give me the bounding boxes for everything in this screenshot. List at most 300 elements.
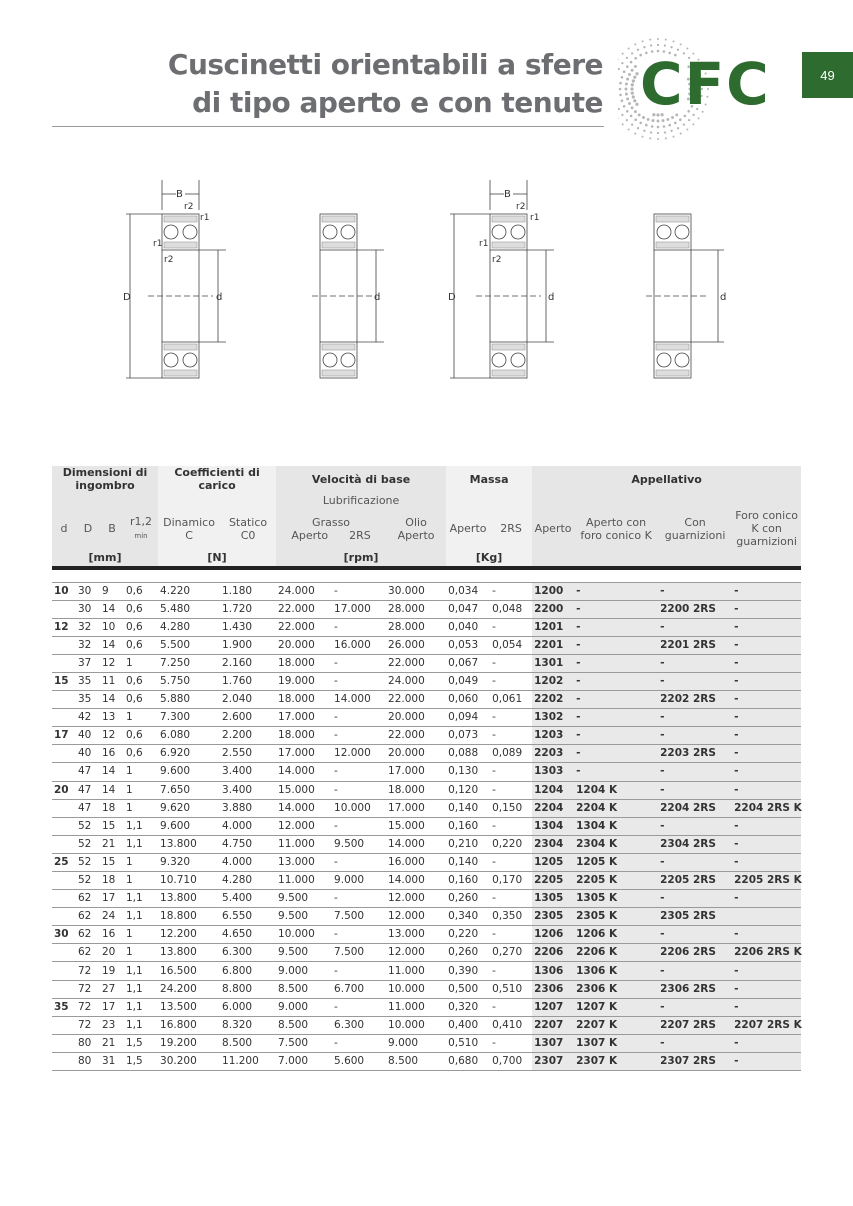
- cell-vo: 12.000: [386, 908, 446, 926]
- title-line-1: Cuscinetti orientabili a sfere: [167, 48, 603, 81]
- cell-vo: 30.000: [386, 582, 446, 600]
- cell-a: 1303: [532, 763, 574, 781]
- cell-B: 21: [100, 835, 124, 853]
- cell-a: 2305: [532, 908, 574, 926]
- col-olio-label: Olio: [405, 515, 427, 529]
- cell-D: 72: [76, 1016, 100, 1034]
- dim-d-label: d: [720, 292, 727, 303]
- cell-C: 13.800: [158, 835, 220, 853]
- cell-C0: 6.800: [220, 962, 276, 980]
- cell-k: 2304 K: [574, 835, 658, 853]
- col-statico: [220, 509, 276, 548]
- table-row: [52, 926, 801, 944]
- cell-vo: 17.000: [386, 763, 446, 781]
- cell-C0: 5.400: [220, 890, 276, 908]
- cell-B: 14: [100, 763, 124, 781]
- cell-r: 1: [124, 781, 158, 799]
- cell-C0: 3.400: [220, 763, 276, 781]
- cell-rs: 2206 2RS: [658, 944, 732, 962]
- cell-a: 2307: [532, 1052, 574, 1070]
- cell-vrs: 14.000: [332, 691, 386, 709]
- cell-krs: -: [732, 1034, 801, 1052]
- cell-D: 62: [76, 890, 100, 908]
- cell-r: 0,6: [124, 600, 158, 618]
- unit-rpm: [rpm]: [276, 548, 446, 568]
- table-row: [52, 908, 801, 926]
- cell-B: 14: [100, 781, 124, 799]
- cell-D: 52: [76, 835, 100, 853]
- cell-d: [52, 835, 76, 853]
- cell-a: 2200: [532, 600, 574, 618]
- cell-rs: -: [658, 853, 732, 871]
- cell-vg: 7.500: [276, 1034, 332, 1052]
- cell-ma: 0,260: [446, 890, 490, 908]
- cell-d: 12: [52, 618, 76, 636]
- cell-k: 1307 K: [574, 1034, 658, 1052]
- cell-a: 2204: [532, 799, 574, 817]
- cell-C: 10.710: [158, 872, 220, 890]
- table-row: [52, 691, 801, 709]
- cell-krs: 2206 2RS K: [732, 944, 801, 962]
- cell-vo: 22.000: [386, 654, 446, 672]
- cell-vg: 9.000: [276, 998, 332, 1016]
- cell-B: 31: [100, 1052, 124, 1070]
- cell-k: -: [574, 763, 658, 781]
- cell-d: 15: [52, 672, 76, 690]
- cell-vg: 9.500: [276, 908, 332, 926]
- cell-a: 1305: [532, 890, 574, 908]
- cell-C0: 2.200: [220, 727, 276, 745]
- cell-vg: 9.500: [276, 890, 332, 908]
- cell-C0: 4.280: [220, 872, 276, 890]
- cell-rs: -: [658, 1034, 732, 1052]
- cell-vo: 16.000: [386, 853, 446, 871]
- cell-vrs: 12.000: [332, 745, 386, 763]
- cell-ma: 0,320: [446, 998, 490, 1016]
- cell-B: 14: [100, 691, 124, 709]
- cell-D: 52: [76, 872, 100, 890]
- cell-vrs: -: [332, 709, 386, 727]
- cell-ma: 0,390: [446, 962, 490, 980]
- cell-B: 15: [100, 853, 124, 871]
- table-row: [52, 853, 801, 871]
- cell-C0: 3.400: [220, 781, 276, 799]
- cell-mrs: 0,270: [490, 944, 532, 962]
- cell-vg: 22.000: [276, 618, 332, 636]
- cell-C: 5.750: [158, 672, 220, 690]
- col-olio-aperto: Aperto: [397, 528, 435, 542]
- cell-a: 1307: [532, 1034, 574, 1052]
- cell-k: 2305 K: [574, 908, 658, 926]
- dim-r2-label-2: r2: [164, 255, 174, 265]
- table-body: [52, 568, 801, 1071]
- cell-rs: 2204 2RS: [658, 799, 732, 817]
- col-r-min: min: [134, 531, 148, 540]
- cell-vg: 12.000: [276, 817, 332, 835]
- cell-C: 9.600: [158, 817, 220, 835]
- cell-krs: -: [732, 745, 801, 763]
- cell-krs: -: [732, 618, 801, 636]
- cell-d: [52, 980, 76, 998]
- cell-k: -: [574, 582, 658, 600]
- cell-r: 1: [124, 944, 158, 962]
- cell-D: 72: [76, 998, 100, 1016]
- cell-krs: -: [732, 926, 801, 944]
- table-row: [52, 799, 801, 817]
- cell-B: 19: [100, 962, 124, 980]
- cell-r: 1: [124, 926, 158, 944]
- unit-n: [N]: [158, 548, 276, 568]
- cell-krs: -: [732, 817, 801, 835]
- cell-rs: 2307 2RS: [658, 1052, 732, 1070]
- cell-a: 1302: [532, 709, 574, 727]
- cell-vo: 11.000: [386, 962, 446, 980]
- cell-a: 1200: [532, 582, 574, 600]
- cell-a: 1201: [532, 618, 574, 636]
- cell-C0: 1.720: [220, 600, 276, 618]
- cell-vrs: 7.500: [332, 944, 386, 962]
- cell-krs: -: [732, 763, 801, 781]
- cell-vrs: 16.000: [332, 636, 386, 654]
- cell-B: 12: [100, 727, 124, 745]
- cell-D: 62: [76, 908, 100, 926]
- table-row: [52, 654, 801, 672]
- page-number-badge: 49: [802, 52, 853, 98]
- col-grasso-label: Grasso: [312, 515, 351, 529]
- dim-d-label: d: [548, 292, 555, 303]
- cell-k: 1305 K: [574, 890, 658, 908]
- cell-B: 20: [100, 944, 124, 962]
- cell-ma: 0,160: [446, 872, 490, 890]
- cell-vg: 18.000: [276, 654, 332, 672]
- cell-mrs: -: [490, 1034, 532, 1052]
- cell-r: 0,6: [124, 636, 158, 654]
- cell-vg: 15.000: [276, 781, 332, 799]
- cell-mrs: 0,054: [490, 636, 532, 654]
- cell-vrs: 7.500: [332, 908, 386, 926]
- cell-ma: 0,500: [446, 980, 490, 998]
- cell-a: 1206: [532, 926, 574, 944]
- cell-d: [52, 944, 76, 962]
- cell-ma: 0,140: [446, 799, 490, 817]
- unit-kg: [Kg]: [446, 548, 532, 568]
- cell-vo: 15.000: [386, 817, 446, 835]
- cell-B: 23: [100, 1016, 124, 1034]
- dim-r2-label: r2: [184, 202, 194, 212]
- cell-C0: 8.320: [220, 1016, 276, 1034]
- cell-rs: 2306 2RS: [658, 980, 732, 998]
- cell-rs: -: [658, 672, 732, 690]
- cell-mrs: -: [490, 582, 532, 600]
- cell-ma: 0,340: [446, 908, 490, 926]
- cell-D: 80: [76, 1052, 100, 1070]
- cell-r: 1,1: [124, 980, 158, 998]
- cell-B: 14: [100, 636, 124, 654]
- cell-mrs: 0,350: [490, 908, 532, 926]
- cell-d: [52, 799, 76, 817]
- cell-vo: 14.000: [386, 872, 446, 890]
- cell-r: 1: [124, 763, 158, 781]
- cell-mrs: -: [490, 853, 532, 871]
- cell-C0: 6.550: [220, 908, 276, 926]
- cell-ma: 0,047: [446, 600, 490, 618]
- cell-vrs: -: [332, 727, 386, 745]
- cell-C0: 2.600: [220, 709, 276, 727]
- cell-rs: -: [658, 709, 732, 727]
- cell-a: 1301: [532, 654, 574, 672]
- cell-B: 12: [100, 654, 124, 672]
- header-massa: Massa: [446, 466, 532, 492]
- cell-krs: -: [732, 691, 801, 709]
- cell-C: 7.650: [158, 781, 220, 799]
- cell-vg: 24.000: [276, 582, 332, 600]
- cell-d: [52, 872, 76, 890]
- cell-C: 16.800: [158, 1016, 220, 1034]
- cell-ma: 0,060: [446, 691, 490, 709]
- cell-C0: 1.180: [220, 582, 276, 600]
- cell-D: 72: [76, 962, 100, 980]
- table-row: [52, 872, 801, 890]
- cell-r: 1,5: [124, 1052, 158, 1070]
- cell-rs: 2305 2RS: [658, 908, 732, 926]
- cell-C: 19.200: [158, 1034, 220, 1052]
- bearing-table: [52, 466, 801, 1071]
- dim-d-label: d: [216, 292, 223, 303]
- cell-krs: -: [732, 654, 801, 672]
- cell-B: 11: [100, 672, 124, 690]
- dim-r1-label-2: r1: [153, 239, 163, 249]
- cell-C0: 1.760: [220, 672, 276, 690]
- cell-r: 1: [124, 654, 158, 672]
- cell-C0: 3.880: [220, 799, 276, 817]
- cell-C0: 8.800: [220, 980, 276, 998]
- cell-vg: 17.000: [276, 709, 332, 727]
- cell-mrs: -: [490, 654, 532, 672]
- dim-B-label: B: [176, 189, 183, 200]
- cell-krs: -: [732, 890, 801, 908]
- bearing-diagram-open-1: [118, 180, 230, 390]
- cell-C0: 6.000: [220, 998, 276, 1016]
- cell-vg: 19.000: [276, 672, 332, 690]
- cell-d: [52, 1052, 76, 1070]
- cell-vrs: -: [332, 1034, 386, 1052]
- cell-C0: 2.160: [220, 654, 276, 672]
- cell-vrs: -: [332, 926, 386, 944]
- cell-k: -: [574, 691, 658, 709]
- cell-B: 10: [100, 618, 124, 636]
- cell-krs: 2207 2RS K: [732, 1016, 801, 1034]
- cell-C: 5.480: [158, 600, 220, 618]
- cell-r: 1,1: [124, 1016, 158, 1034]
- cell-k: -: [574, 600, 658, 618]
- cell-C: 5.500: [158, 636, 220, 654]
- cell-vg: 13.000: [276, 853, 332, 871]
- table-row: [52, 890, 801, 908]
- cell-vo: 10.000: [386, 1016, 446, 1034]
- cell-C: 7.250: [158, 654, 220, 672]
- cell-k: 2206 K: [574, 944, 658, 962]
- cell-a: 2203: [532, 745, 574, 763]
- cell-vo: 22.000: [386, 727, 446, 745]
- cell-vo: 20.000: [386, 709, 446, 727]
- cell-rs: 2207 2RS: [658, 1016, 732, 1034]
- cell-B: 16: [100, 745, 124, 763]
- cell-ma: 0,049: [446, 672, 490, 690]
- cell-ma: 0,034: [446, 582, 490, 600]
- cell-ma: 0,400: [446, 1016, 490, 1034]
- cell-B: 17: [100, 890, 124, 908]
- cell-C: 13.800: [158, 890, 220, 908]
- cell-d: 35: [52, 998, 76, 1016]
- table-row: [52, 1016, 801, 1034]
- cell-d: 17: [52, 727, 76, 745]
- dim-D-label: D: [123, 292, 131, 303]
- cell-vo: 13.000: [386, 926, 446, 944]
- cell-r: 0,6: [124, 727, 158, 745]
- cell-krs: -: [732, 1052, 801, 1070]
- cell-rs: -: [658, 618, 732, 636]
- cell-C: 5.880: [158, 691, 220, 709]
- cell-B: 13: [100, 709, 124, 727]
- cell-vg: 8.500: [276, 1016, 332, 1034]
- cell-C: 13.800: [158, 944, 220, 962]
- cell-vrs: -: [332, 890, 386, 908]
- cell-krs: -: [732, 962, 801, 980]
- cell-a: 1304: [532, 817, 574, 835]
- cell-k: 1205 K: [574, 853, 658, 871]
- cell-D: 40: [76, 745, 100, 763]
- cell-mrs: -: [490, 998, 532, 1016]
- table-row: [52, 998, 801, 1016]
- cell-vrs: -: [332, 618, 386, 636]
- cell-k: 2205 K: [574, 872, 658, 890]
- cell-k: -: [574, 672, 658, 690]
- cell-rs: 2202 2RS: [658, 691, 732, 709]
- bearing-diagram-open-2: [446, 180, 558, 390]
- cell-k: 1304 K: [574, 817, 658, 835]
- cell-D: 42: [76, 709, 100, 727]
- cell-C: 4.220: [158, 582, 220, 600]
- cell-mrs: -: [490, 727, 532, 745]
- cell-a: 2207: [532, 1016, 574, 1034]
- cell-mrs: -: [490, 763, 532, 781]
- table-row: [52, 944, 801, 962]
- cell-B: 15: [100, 817, 124, 835]
- cell-rs: -: [658, 582, 732, 600]
- cell-C0: 2.040: [220, 691, 276, 709]
- cell-rs: -: [658, 727, 732, 745]
- cell-vg: 8.500: [276, 980, 332, 998]
- cell-vrs: -: [332, 781, 386, 799]
- cell-a: 1207: [532, 998, 574, 1016]
- cell-a: 2201: [532, 636, 574, 654]
- cell-a: 2202: [532, 691, 574, 709]
- cell-d: 10: [52, 582, 76, 600]
- cell-B: 16: [100, 926, 124, 944]
- dim-d-label: d: [374, 292, 381, 303]
- cell-vrs: -: [332, 672, 386, 690]
- cell-k: 2207 K: [574, 1016, 658, 1034]
- cell-d: [52, 745, 76, 763]
- cell-rs: 2200 2RS: [658, 600, 732, 618]
- cell-a: 1204: [532, 781, 574, 799]
- cell-C0: 11.200: [220, 1052, 276, 1070]
- cell-r: 1,1: [124, 817, 158, 835]
- col-app-kcon: Foro conico K con guarnizioni: [732, 509, 801, 548]
- col-massa-2rs: 2RS: [490, 509, 532, 548]
- cell-d: [52, 763, 76, 781]
- cell-D: 72: [76, 980, 100, 998]
- cell-vo: 9.000: [386, 1034, 446, 1052]
- unit-mm: [mm]: [52, 548, 158, 568]
- cell-C: 6.920: [158, 745, 220, 763]
- cell-vo: 28.000: [386, 600, 446, 618]
- cell-krs: -: [732, 636, 801, 654]
- col-app-con: Con guarnizioni: [658, 509, 732, 548]
- cell-k: -: [574, 745, 658, 763]
- cell-C0: 1.900: [220, 636, 276, 654]
- dim-r1-label: r1: [200, 213, 210, 223]
- cell-krs: [732, 908, 801, 926]
- cell-k: 1207 K: [574, 998, 658, 1016]
- cell-C0: 4.000: [220, 817, 276, 835]
- cell-rs: -: [658, 890, 732, 908]
- cell-rs: 2205 2RS: [658, 872, 732, 890]
- cell-d: [52, 908, 76, 926]
- table-row: [52, 1052, 801, 1070]
- cfc-logo: [618, 34, 798, 144]
- cell-D: 80: [76, 1034, 100, 1052]
- cell-r: 1,1: [124, 890, 158, 908]
- cell-d: [52, 654, 76, 672]
- cell-vg: 14.000: [276, 799, 332, 817]
- cell-krs: -: [732, 853, 801, 871]
- cell-vo: 12.000: [386, 944, 446, 962]
- cell-vrs: -: [332, 817, 386, 835]
- table-row: [52, 817, 801, 835]
- dim-r1-label-2: r1: [479, 239, 489, 249]
- cell-vrs: -: [332, 853, 386, 871]
- cell-k: -: [574, 709, 658, 727]
- cell-vrs: 5.600: [332, 1052, 386, 1070]
- table-row: [52, 980, 801, 998]
- cell-ma: 0,220: [446, 926, 490, 944]
- cell-ma: 0,120: [446, 781, 490, 799]
- cell-r: 0,6: [124, 672, 158, 690]
- cell-krs: -: [732, 727, 801, 745]
- cell-ma: 0,680: [446, 1052, 490, 1070]
- cell-vg: 9.500: [276, 944, 332, 962]
- cell-krs: -: [732, 998, 801, 1016]
- table-row: [52, 600, 801, 618]
- col-grasso-2rs: 2RS: [349, 528, 371, 542]
- col-grasso-aperto: Aperto: [291, 528, 329, 542]
- cell-krs: -: [732, 709, 801, 727]
- cell-mrs: 0,150: [490, 799, 532, 817]
- cell-C0: 8.500: [220, 1034, 276, 1052]
- table-row: [52, 1034, 801, 1052]
- cell-vo: 10.000: [386, 980, 446, 998]
- cell-mrs: 0,220: [490, 835, 532, 853]
- cell-mrs: -: [490, 926, 532, 944]
- cell-vo: 22.000: [386, 691, 446, 709]
- cell-C0: 4.650: [220, 926, 276, 944]
- table-row: [52, 962, 801, 980]
- cell-vo: 14.000: [386, 835, 446, 853]
- cell-a: 1205: [532, 853, 574, 871]
- cell-krs: -: [732, 672, 801, 690]
- cell-ma: 0,094: [446, 709, 490, 727]
